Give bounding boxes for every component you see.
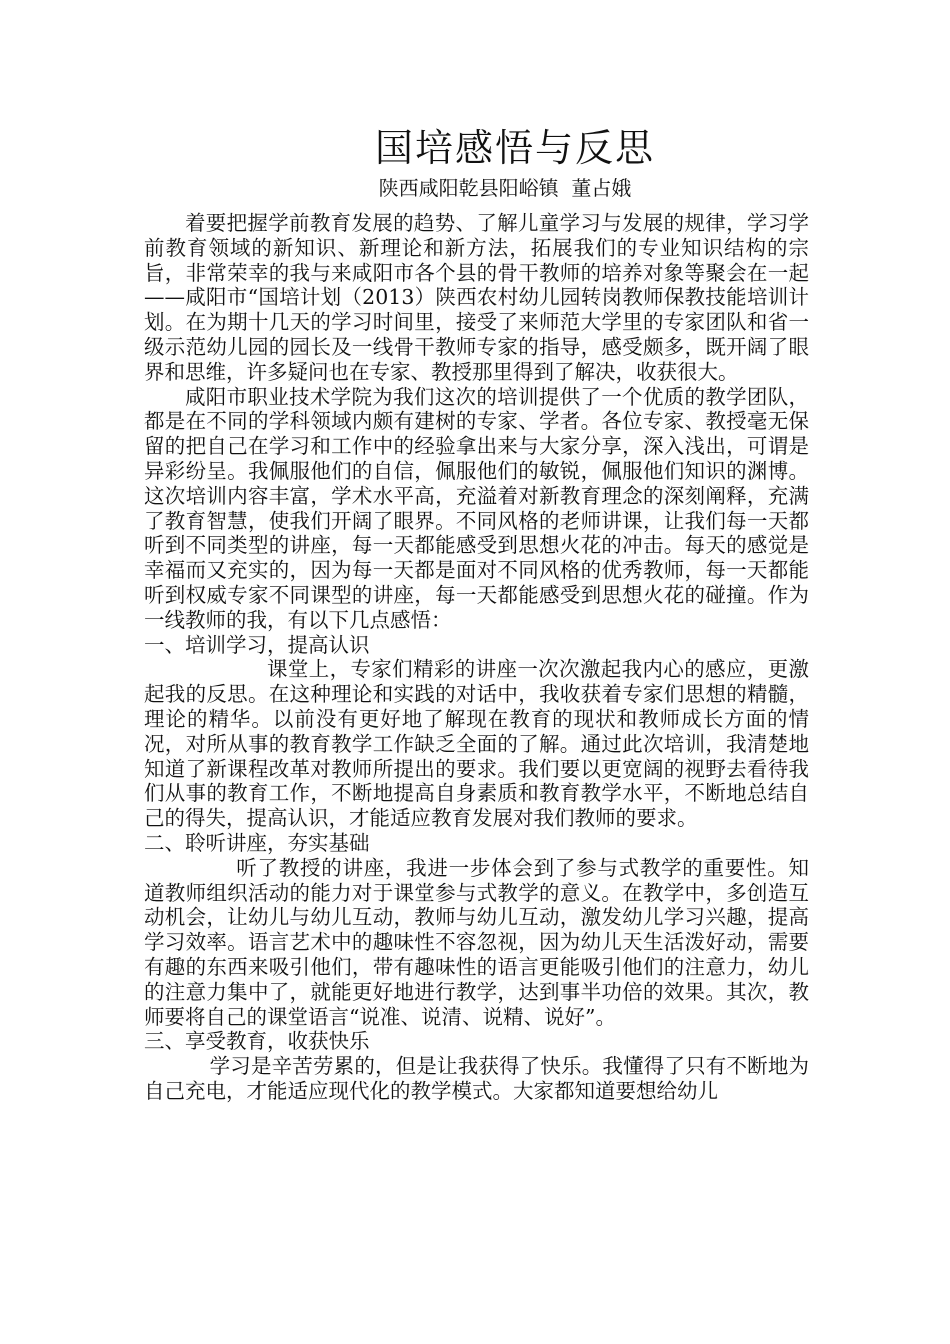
- document-author: 陕西咸阳乾县阳峪镇 董占娥: [378, 176, 632, 200]
- paragraph-section-1: 课堂上，专家们精彩的讲座一次次激起我内心的感应，更激起我的反思。在这种理论和实践的对话中，我收获着专家们思想的精髓，理论的精华。以前没有更好地了解现在教育的现状和教师成长方面的情况，对所从事的教育教学工作缺乏全面的了解。通过此次培训，我清楚地知道了新课程改革对教师所提出的要求。我们要以更宽阔的视野去看待我们从事的教育工作，不断地提高自身素质和教育教学水平，不断地总结自己的得失，提高认识，才能适应教育发展对我们教师的要求。: [144, 657, 809, 831]
- document-title: 国培感悟与反思: [374, 126, 655, 170]
- section-heading-2: 二、聆听讲座，夯实基础: [144, 830, 370, 855]
- paragraph-section-2: 听了教授的讲座，我进一步体会到了参与式教学的重要性。知道教师组织活动的能力对于课堂参与式教学的意义。在教学中，多创造互动机会，让幼儿与幼儿互动，教师与幼儿互动，激发幼儿学习兴趣，提高学习效率。语言艺术中的趣味性不容忽视，因为幼儿天生活泼好动，需要有趣的东西来吸引他们，带有趣味性的语言更能吸引他们的注意力，幼儿的注意力集中了，就能更好地进行教学，达到事半功倍的效果。其次，教师要将自己的课堂语言“说准、说清、说精、说好”。: [144, 855, 809, 1029]
- paragraph-section-3: 学习是辛苦劳累的，但是让我获得了快乐。我懂得了只有不断地为自己充电，才能适应现代化的教学模式。大家都知道要想给幼儿: [144, 1054, 809, 1103]
- document-body: [144, 211, 809, 1104]
- paragraph-intro: 着要把握学前教育发展的趋势、了解儿童学习与发展的规律，学习学前教育领域的新知识、新理论和新方法，拓展我们的专业知识结构的宗旨，非常荣幸的我与来咸阳市各个县的骨干教师的培养对象等聚会在一起——咸阳市“国培计划（2013）陕西农村幼儿园转岗教师保教技能培训计划。在为期十几天的学习时间里，接受了来师范大学里的专家团队和省一级示范幼儿园的园长及一线骨干教师专家的指导，感受颇多，既开阔了眼界和思维，许多疑问也在专家、教授那里得到了解决，收获很大。: [144, 211, 809, 384]
- paragraph-team: 咸阳市职业技术学院为我们这次的培训提供了一个优质的教学团队，都是在不同的学科领域内颇有建树的专家、学者。各位专家、教授毫无保留的把自己在学习和工作中的经验拿出来与大家分享，深入浅出，可谓是异彩纷呈。我佩服他们的自信，佩服他们的敏锐，佩服他们知识的渊博。这次培训内容丰富，学术水平高，充溢着对新教育理念的深刻阐释，充满了教育智慧，使我们开阔了眼界。不同风格的老师讲课，让我们每一天都听到不同类型的讲座，每一天都能感受到思想火花的冲击。每天的感觉是幸福而又充实的，因为每一天都是面对不同风格的优秀教师，每一天都能听到权威专家不同课型的讲座，每一天都能感受到思想火花的碰撞。作为一线教师的我，有以下几点感悟：: [144, 384, 809, 632]
- section-heading-3: 三、享受教育，收获快乐: [144, 1029, 370, 1054]
- section-heading-1: 一、培训学习，提高认识: [144, 632, 370, 657]
